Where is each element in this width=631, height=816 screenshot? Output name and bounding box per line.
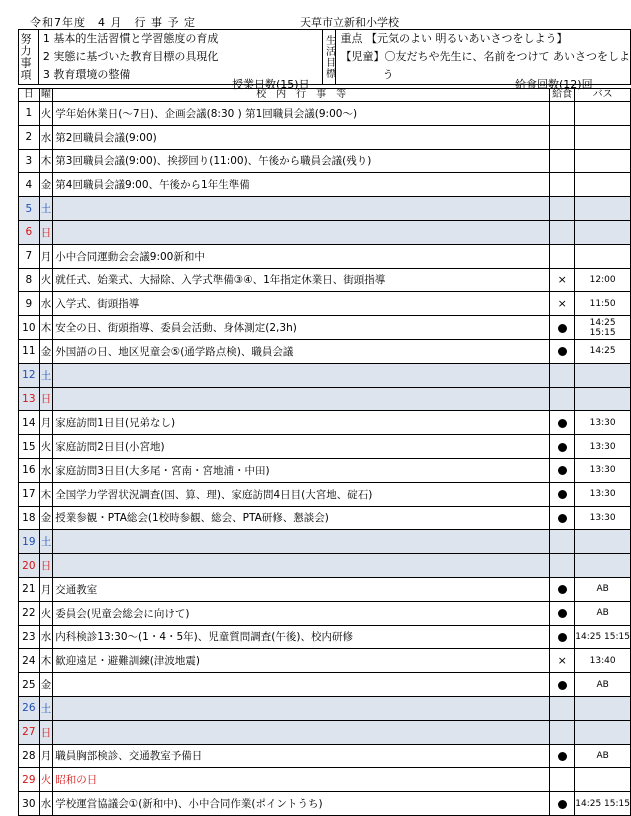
day-cell: 18 — [19, 506, 40, 530]
bus-cell: 13:40 — [575, 649, 631, 673]
event-cell: 第4回職員会議9:00、午後から1年生準備 — [53, 173, 550, 197]
schedule-row — [19, 577, 631, 601]
schedule-row — [19, 530, 631, 554]
meal-dot-icon — [558, 800, 567, 809]
meal-days-count: 給食回数(12)回 — [515, 78, 593, 91]
day-cell: 3 — [19, 149, 40, 173]
event-cell: 学年始休業日(～7日)、企画会議(8:30 ) 第1回職員会議(9:00～) — [53, 102, 550, 126]
meal-cell — [550, 530, 575, 554]
meal-cell — [550, 458, 575, 482]
bus-cell — [575, 530, 631, 554]
meal-cell — [550, 744, 575, 768]
schedule-row — [19, 696, 631, 720]
weekday-cell: 金 — [39, 506, 53, 530]
bus-cell — [575, 720, 631, 744]
weekday-cell: 水 — [39, 292, 53, 316]
event-cell: 第2回職員会議(9:00) — [53, 125, 550, 149]
meal-cell: × — [550, 268, 575, 292]
schedule-row — [19, 458, 631, 482]
bus-time: 15:15 — [589, 327, 616, 338]
day-cell: 9 — [19, 292, 40, 316]
life-goal-label: 生活目標 — [323, 35, 335, 79]
header — [30, 14, 600, 30]
meal-dot-icon — [558, 609, 567, 618]
weekday-cell: 日 — [39, 554, 53, 578]
day-cell: 16 — [19, 458, 40, 482]
schedule-row — [19, 268, 631, 292]
schedule-row — [19, 102, 631, 126]
schedule-row — [19, 149, 631, 173]
day-cell: 15 — [19, 435, 40, 459]
bus-cell — [575, 316, 631, 340]
meal-cell — [550, 696, 575, 720]
weekday-cell: 水 — [39, 792, 53, 816]
meal-cell — [550, 316, 575, 340]
weekday-cell: 水 — [39, 625, 53, 649]
col-bus-header: バス — [575, 89, 631, 102]
event-cell: 職員胸部検診、交通教室予備日 — [53, 744, 550, 768]
meal-cell — [550, 149, 575, 173]
schedule-row — [19, 792, 631, 816]
day-cell: 4 — [19, 173, 40, 197]
weekday-cell: 水 — [39, 125, 53, 149]
day-cell: 10 — [19, 316, 40, 340]
event-cell: 家庭訪問1日目(兄弟なし) — [53, 411, 550, 435]
weekday-cell: 日 — [39, 220, 53, 244]
schedule-row — [19, 387, 631, 411]
schedule-row — [19, 411, 631, 435]
meal-dot-icon — [558, 585, 567, 594]
day-cell: 26 — [19, 696, 40, 720]
bus-cell — [575, 149, 631, 173]
weekday-cell: 木 — [39, 316, 53, 340]
bus-cell — [575, 387, 631, 411]
focus-text: 【元気のよい 明るいあいさつをしよう】 — [365, 32, 568, 45]
meal-cell — [550, 244, 575, 268]
weekday-cell: 土 — [39, 197, 53, 221]
col-meal-header: 給食 — [550, 89, 575, 102]
meal-cell — [550, 506, 575, 530]
meal-cell — [550, 387, 575, 411]
meal-dot-icon — [558, 514, 567, 523]
event-cell: 昭和の日 — [53, 768, 550, 792]
day-cell: 7 — [19, 244, 40, 268]
day-cell: 5 — [19, 197, 40, 221]
weekday-cell: 火 — [39, 601, 53, 625]
class-days-count: 授業日数(15)日 — [232, 78, 310, 91]
event-cell: 授業参観・PTA総会(1校時参観、総会、PTA研修、懇談会) — [53, 506, 550, 530]
schedule-row — [19, 601, 631, 625]
focus-line — [336, 30, 630, 48]
weekday-cell: 火 — [39, 768, 53, 792]
day-cell: 1 — [19, 102, 40, 126]
weekday-cell: 木 — [39, 649, 53, 673]
bus-cell — [575, 363, 631, 387]
meal-cell — [550, 363, 575, 387]
meal-cell — [550, 625, 575, 649]
day-cell: 22 — [19, 601, 40, 625]
page-title: 令和7年度 4 月 行 事 予 定 — [30, 16, 196, 29]
schedule-row — [19, 673, 631, 697]
weekday-cell: 日 — [39, 387, 53, 411]
event-cell: 家庭訪問2日目(小宮地) — [53, 435, 550, 459]
meal-dot-icon — [558, 443, 567, 452]
event-cell — [53, 554, 550, 578]
event-cell: 委員会(児童会総会に向けて) — [53, 601, 550, 625]
event-cell: 家庭訪問3日目(大多尾・宮南・宮地浦・中田) — [53, 458, 550, 482]
bus-cell: 13:30 — [575, 506, 631, 530]
event-cell: 全国学力学習状況調査(国、算、理)、家庭訪問4日目(大宮地、碇石) — [53, 482, 550, 506]
meal-cell — [550, 720, 575, 744]
day-cell: 17 — [19, 482, 40, 506]
meal-dot-icon — [558, 324, 567, 333]
bus-cell: 14:25 15:15 — [575, 625, 631, 649]
event-cell: 内科検診13:30～(1・4・5年)、児童質問調査(午後)、校内研修 — [53, 625, 550, 649]
schedule-row — [19, 625, 631, 649]
day-cell: 28 — [19, 744, 40, 768]
day-cell: 21 — [19, 577, 40, 601]
meal-cell — [550, 577, 575, 601]
bus-cell — [575, 197, 631, 221]
meal-cell — [550, 125, 575, 149]
bus-cell — [575, 220, 631, 244]
event-cell — [53, 720, 550, 744]
bus-cell: 11:50 — [575, 292, 631, 316]
event-cell — [53, 673, 550, 697]
col-weekday-header: 曜 — [40, 89, 51, 100]
meal-cell — [550, 482, 575, 506]
meal-cell — [550, 768, 575, 792]
schedule-row — [19, 744, 631, 768]
bus-cell — [575, 173, 631, 197]
meal-cell — [550, 102, 575, 126]
event-cell — [53, 387, 550, 411]
schedule-row — [19, 482, 631, 506]
bus-cell: 13:30 — [575, 458, 631, 482]
meal-dot-icon — [558, 490, 567, 499]
bus-cell: AB — [575, 673, 631, 697]
schedule-row — [19, 768, 631, 792]
schedule-row — [19, 554, 631, 578]
day-cell: 11 — [19, 339, 40, 363]
event-cell — [53, 696, 550, 720]
schedule-row — [19, 220, 631, 244]
meal-cell — [550, 435, 575, 459]
bus-cell — [575, 696, 631, 720]
event-cell: 歓迎遠足・避難訓練(津波地震) — [53, 649, 550, 673]
event-cell: 就任式、始業式、大掃除、入学式準備③④、1年指定休業日、街頭指導 — [53, 268, 550, 292]
schedule-row — [19, 197, 631, 221]
schedule-row — [19, 339, 631, 363]
meal-cell — [550, 601, 575, 625]
effort-goal-3: 3 教育環境の整備 — [42, 68, 131, 81]
bus-cell: 14:25 — [575, 339, 631, 363]
bus-cell: AB — [575, 744, 631, 768]
bus-cell — [575, 554, 631, 578]
schedule-row — [19, 244, 631, 268]
weekday-cell: 木 — [39, 149, 53, 173]
weekday-cell: 土 — [39, 696, 53, 720]
weekday-cell: 月 — [39, 411, 53, 435]
meal-cell — [550, 173, 575, 197]
weekday-cell: 金 — [39, 173, 53, 197]
event-cell: 外国語の日、地区児童会⑤(通学路点検)、職員会議 — [53, 339, 550, 363]
event-cell: 入学式、街頭指導 — [53, 292, 550, 316]
schedule-row — [19, 649, 631, 673]
bus-cell: AB — [575, 601, 631, 625]
event-cell: 小中合同運動会会議9:00新和中 — [53, 244, 550, 268]
meal-cell — [550, 792, 575, 816]
meal-dot-icon — [558, 633, 567, 642]
effort-goal-2: 2 実態に基づいた教育目標の具現化 — [42, 50, 219, 63]
bus-cell — [575, 244, 631, 268]
bus-time: 14:25 — [589, 317, 616, 328]
event-cell: 交通教室 — [53, 577, 550, 601]
meal-cell — [550, 339, 575, 363]
day-cell: 23 — [19, 625, 40, 649]
day-cell: 20 — [19, 554, 40, 578]
weekday-cell: 日 — [39, 720, 53, 744]
day-cell: 24 — [19, 649, 40, 673]
weekday-cell: 火 — [39, 268, 53, 292]
meal-cell — [550, 197, 575, 221]
bus-cell: 14:25 15:15 — [575, 792, 631, 816]
day-cell: 30 — [19, 792, 40, 816]
day-cell: 6 — [19, 220, 40, 244]
meal-cell — [550, 411, 575, 435]
weekday-cell: 火 — [39, 102, 53, 126]
col-events-header: 校 内 行 事 等 — [53, 89, 550, 102]
effort-goal-1: 1 基本的生活習慣と学習態度の育成 — [42, 32, 219, 45]
day-cell: 29 — [19, 768, 40, 792]
bus-cell: 13:30 — [575, 411, 631, 435]
weekday-cell: 金 — [39, 673, 53, 697]
effort-label-cell — [19, 30, 39, 85]
meal-cell — [550, 673, 575, 697]
schedule-row — [19, 292, 631, 316]
bus-cell: 13:30 — [575, 482, 631, 506]
col-day-header: 日 — [19, 89, 40, 102]
schedule-header-row — [19, 89, 631, 102]
meal-dot-icon — [558, 419, 567, 428]
meal-dot-icon — [558, 752, 567, 761]
bus-cell: 13:30 — [575, 435, 631, 459]
meal-cell: × — [550, 292, 575, 316]
bus-cell — [575, 102, 631, 126]
event-cell — [53, 530, 550, 554]
weekday-cell: 土 — [39, 530, 53, 554]
weekday-cell: 水 — [39, 458, 53, 482]
bus-cell — [575, 768, 631, 792]
day-cell: 2 — [19, 125, 40, 149]
child-label: 【児童】 — [340, 50, 385, 63]
child-goal-text-2: う — [382, 68, 394, 81]
effort-label: 努力事項 — [19, 33, 32, 81]
day-cell: 13 — [19, 387, 40, 411]
weekday-cell: 土 — [39, 363, 53, 387]
schedule-row — [19, 316, 631, 340]
schedule-table — [18, 88, 631, 816]
life-goal-label-cell — [322, 30, 336, 85]
weekday-cell: 木 — [39, 482, 53, 506]
schedule-row — [19, 506, 631, 530]
bus-cell: AB — [575, 577, 631, 601]
school-name: 天草市立新和小学校 — [300, 16, 399, 29]
bus-cell — [575, 125, 631, 149]
schedule-row — [19, 720, 631, 744]
weekday-cell: 月 — [39, 577, 53, 601]
day-cell: 12 — [19, 363, 40, 387]
schedule-row — [19, 173, 631, 197]
child-goal-line — [336, 48, 630, 66]
day-cell: 25 — [19, 673, 40, 697]
event-cell — [53, 363, 550, 387]
meal-dot-icon — [558, 681, 567, 690]
meal-cell — [550, 220, 575, 244]
schedule-row — [19, 125, 631, 149]
weekday-cell: 月 — [39, 744, 53, 768]
day-cell: 14 — [19, 411, 40, 435]
meal-dot-icon — [558, 466, 567, 475]
weekday-cell: 金 — [39, 339, 53, 363]
event-cell — [53, 220, 550, 244]
meal-dot-icon — [558, 347, 567, 356]
event-cell: 第3回職員会議(9:00)、挨拶回り(11:00)、午後から職員会議(残り) — [53, 149, 550, 173]
event-cell — [53, 197, 550, 221]
event-cell: 安全の日、街頭指導、委員会活動、身体測定(2,3h) — [53, 316, 550, 340]
weekday-cell: 火 — [39, 435, 53, 459]
focus-label: 重点 — [340, 32, 363, 45]
child-goal-text-1: 〇友だちや先生に、名前をつけて あいさつをしよ — [384, 50, 630, 63]
day-cell: 27 — [19, 720, 40, 744]
meal-cell: × — [550, 649, 575, 673]
schedule-row — [19, 435, 631, 459]
day-cell: 19 — [19, 530, 40, 554]
meal-cell — [550, 554, 575, 578]
day-cell: 8 — [19, 268, 40, 292]
bus-cell: 12:00 — [575, 268, 631, 292]
weekday-cell: 月 — [39, 244, 53, 268]
schedule-row — [19, 363, 631, 387]
event-cell: 学校運営協議会①(新和中)、小中合同作業(ポイントうち) — [53, 792, 550, 816]
